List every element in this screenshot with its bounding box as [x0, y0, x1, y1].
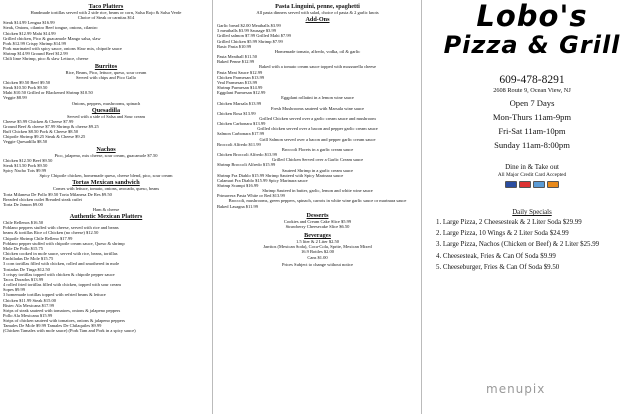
- credit-card-icons: [428, 181, 636, 188]
- mexican-menu-line: Chicken $9.50 Beef $9.50: [3, 79, 51, 85]
- pasta-menu-line: Shrimp Fra Diablo $15.99 Shrimp Sauteed with Spicy Marinara sauce: [217, 172, 344, 178]
- mexican-menu-line: Chicken $11.99 Steak $15.00: [3, 297, 56, 303]
- mexican-menu-section-heading: Authentic Mexican Platters: [69, 213, 143, 221]
- mastercard-icon: [519, 181, 531, 188]
- pasta-menu-line: Shrimp Sauteed in butter, garlic, lemon and white wine sauce: [262, 188, 373, 194]
- pasta-menu-line: Broccoli Alfredo $11.99: [217, 141, 261, 147]
- pasta-note: All pasta dinners served with salad, choice of pasta & 2 garlic knots: [256, 10, 379, 15]
- discover-card-icon: [547, 181, 559, 188]
- mexican-menu-line: Ground Beef & cheese $7.99 Shrimp & cheese $9.25: [3, 123, 99, 129]
- mexican-menu-line: Pico, jalapeno, mix cheese, sour cream, guacamole $7.50: [54, 152, 158, 158]
- dessert-item: Strawberry Cheesecake Slice $6.50: [285, 223, 350, 229]
- mexican-menu-line: Steak $10.50 Pork $9.50: [3, 85, 48, 91]
- pasta-menu-line: Chicken Rosa $13.99: [217, 110, 256, 116]
- pasta-menu-line: Calamari Fra Diablo $15.99 Spicy Marinara sauce: [217, 177, 308, 183]
- pasta-menu-line: Eggplant rollatini in a lemon wine sauce: [281, 95, 354, 101]
- pasta-menu-line: Homemade tomato, alfredo, vodka, oil & garlic: [274, 48, 361, 54]
- pasta-menu-line: Sauteed Shrimp in a garlic cream sauce: [282, 167, 353, 173]
- menu-column-pasta: [213, 0, 422, 414]
- mexican-menu-line: Steak, Onions, cilantro Beef tongue, onions, cilantro: [3, 25, 98, 31]
- mexican-menu-line: Breaded chicken cutlet Breaded steak cutlet: [3, 196, 82, 202]
- pasta-menu-lines: [217, 23, 418, 209]
- mexican-menu-line: Chicken cooked in mole sauce, served with rice, beans, tortillas: [3, 251, 118, 257]
- mexican-menu-line: Pork $12.99 Crispy Shrimp $14.99: [3, 40, 67, 46]
- mexican-menu-line: Torta De Jamon $9.00: [3, 201, 43, 207]
- open-days: Open 7 Days: [509, 98, 555, 108]
- pasta-menu-line: Baked Lasagna $11.99: [217, 203, 258, 209]
- mexican-menu-line: Mole De Pollo $15.75: [3, 245, 43, 251]
- mexican-menu-line: Buff Chicken $8.50 Pork & Cheese $8.50: [3, 129, 79, 135]
- mexican-menu-line: Rice, Beans, Pico, lettuce, queso, sour cream: [65, 69, 147, 75]
- pasta-menu-line: Fresh Mushrooms sauteed with Marsala wine sauce: [271, 105, 364, 111]
- pasta-menu-line: Chicken Parmesan $13.99: [217, 74, 265, 80]
- mexican-menu-line: 3 crispy tortillas topped with chicken & chipotle pepper sauce: [3, 271, 115, 277]
- hours-fri-sat: Fri-Sat 11am-10pm: [498, 126, 566, 136]
- menu-column-mexican: [0, 0, 213, 414]
- mexican-menu-line: Chile Rellenos $16.50: [3, 220, 44, 226]
- mexican-menu-line: Chipotle Shrimp $9.25 Steak & Cheese $9.25: [3, 134, 86, 140]
- mexican-menu-line: Steak $13.50 Pork $9.50: [3, 162, 48, 168]
- mexican-menu-line: Served with chips and Pico Gallo: [75, 74, 137, 80]
- add-ons-heading: Add-Ons: [305, 16, 330, 24]
- pasta-menu-line: Grilled Chicken $5.99 Shrimp $7.99: [217, 38, 283, 44]
- desserts-heading: Desserts: [306, 211, 329, 219]
- beverage-item: 16.9 Bottles $2.00: [300, 249, 334, 255]
- pasta-menu-line: Veal Parmesan $13.99: [217, 79, 258, 85]
- mexican-menu-line: Handmade tortillas served with 2 side rice, beans or corn, Salsa Rojo & Salsa Verde: [30, 10, 182, 15]
- price-disclaimer: Prices Subject to change without notice: [281, 261, 354, 267]
- mexican-menu-line: Chipotle Shrimp Chile Relleno $17.99: [3, 235, 73, 241]
- logo-subtitle: Pizza & Grill: [443, 31, 621, 59]
- mexican-menu-line: Enchiladas De Mole $15.75: [3, 256, 54, 262]
- pasta-menu-line: Shrimp Scampi $16.99: [217, 183, 259, 188]
- pasta-menu-line: Primavera Pasta White or Red $13.99: [217, 193, 285, 199]
- beverage-item: Jarritos (Mexican Soda), Coca-Cola, Sprite, Mexican Mixed: [263, 244, 372, 250]
- pasta-menu-line: Chicken Carbonara $13.99: [217, 121, 266, 127]
- mexican-menu-line: Chili lime Shrimp, pico & slaw Lettuce, cheese: [3, 56, 89, 62]
- special-item: 1. Large Pizza, 2 Cheesesteak & 2 Liter Soda $29.99: [436, 219, 582, 226]
- mexican-menu-line: Cheese $5.99 Chicken & Cheese $7.99: [3, 118, 74, 124]
- special-item: 4. Cheesesteak, Fries & Can Of Soda $9.99: [436, 252, 556, 260]
- special-item: 2. Large Pizza, 10 Wings & 2 Liter Soda $24.99: [436, 230, 569, 238]
- mexican-menu-line: Served with a side of Salsa and Sour cream: [67, 113, 145, 119]
- mexican-menu-line: Strips of chicken sauteed with tomatoes, onions & jalapeno peppers: [3, 318, 125, 324]
- dessert-item: Cookies and Cream Cake Slice $5.99: [283, 218, 352, 224]
- pasta-menu-line: Baked Penne $12.99: [217, 59, 255, 65]
- mexican-menu-line: Tamales De Mole $9.99 Tamales De Chilaquiles $9.99: [3, 323, 102, 329]
- daily-specials-heading: Daily Specials: [512, 209, 552, 216]
- mexican-menu-line: Pork marinated with spicy sauce, onions Slaw mix, chipotle sauce: [3, 46, 122, 52]
- mexican-menu-line: (Chicken Tamales with mole sauce) (Pork Tam and Pork in a spicy sauce): [3, 328, 136, 334]
- pasta-menu-line: 3 meatballs $3.99 Sausage $3.99: [217, 28, 276, 34]
- pasta-menu-line: Basic Pasta $10.99: [217, 43, 252, 49]
- pasta-menu-line: Grill Salmon served over a bacon and pepper garlic cream sauce: [259, 136, 376, 142]
- mexican-menu-line: Shrimp $14.99 Ground Beef $12.99: [3, 51, 68, 57]
- mexican-menu-line: Veggie Quesadilla $8.50: [3, 139, 48, 145]
- mexican-menu-line: Steak $14.99 Lengua $16.99: [3, 20, 55, 26]
- mexican-menu-line: Veggie $8.99: [3, 95, 27, 101]
- pasta-menu-line: Pasta Meatball $11.50: [217, 54, 257, 60]
- logo-title: Lobo's: [476, 0, 588, 33]
- mexican-menu-line: Torta Milanesa De Pollo $9.50 Torta Milanesa De Res $9.50: [3, 191, 112, 197]
- beverages-heading: Beverages: [304, 232, 331, 240]
- pasta-menu-line: Salmon Carbonara $17.99: [217, 131, 265, 137]
- mexican-menu-line: Chicken $12.50 Beef $9.50: [3, 157, 53, 163]
- pasta-menu-line: Grilled Chicken Served over a Garlic Cream sauce: [271, 157, 364, 163]
- mexican-menu-section-heading: Tortas Mexican sandwich: [72, 179, 140, 187]
- address: 2608 Route 9, Ocean View, NJ: [493, 87, 571, 94]
- mexican-menu-line: Sopes $9.99: [3, 287, 26, 293]
- pasta-menu-line: Eggplant Parmesan $12.99: [217, 90, 266, 96]
- mexican-menu-line: Poblano pepper stuffed with chipotle cream sauce, Queso & shrimp: [3, 240, 125, 246]
- hours-sunday: Sunday 11am-8:00pm: [494, 140, 570, 150]
- special-item: 3. Large Pizza, Nachos (Chicken or Beef) & 2 Liter $25.99: [436, 241, 600, 249]
- mexican-menu-line: beans & tortillas Rice of Chicken (no cheese) $12.50: [3, 230, 99, 236]
- mexican-menu-line: Spicy Chipotle chicken, homemade queso, cheese blend, pico, sour cream: [39, 173, 173, 179]
- mexican-menu-section-heading: Burritos: [94, 62, 118, 70]
- mexican-menu-line: Ham & cheese: [92, 207, 120, 212]
- pasta-menu-line: Grilled Chicken served over a garlic cream sauce and mushroom: [259, 115, 376, 121]
- mexican-menu-line: Bistec Ala Mexicana $17.99: [3, 302, 54, 308]
- beverage-item: 1.5 liter & 2 Liter $2.50: [295, 239, 340, 245]
- mexican-menu-line: Grilled chicken, Pico & guacamole Mango salsa, slaw: [3, 35, 101, 41]
- pasta-menu-line: Grilled salmon $7.99 Grilled Mahi $7.99: [217, 33, 291, 39]
- pasta-menu-line: Baked with a tomato cream sauce topped with mozzarella cheese: [258, 64, 377, 70]
- mexican-menu-line: Chicken $12.99 Mahi $14.99: [3, 30, 56, 36]
- mexican-menu-line: Pollo Ala Mexicana $15.99: [3, 312, 53, 318]
- mexican-menu-section-heading: Nachos: [96, 145, 116, 153]
- visa-card-icon: [505, 181, 517, 188]
- mexican-menu-line: 4 rolled fried tortillas filled with chicken, topped with sour cream: [3, 282, 121, 288]
- pasta-menu-line: Shrimp Parmesan $14.99: [217, 85, 263, 91]
- mexican-menu-section-heading: Quesadilla: [91, 106, 121, 114]
- mexican-menu-line: 3 homemade tortillas topped with refried beans & lettuce: [3, 292, 106, 298]
- pasta-menu-line: Broccoli, mushrooms, green peppers, spinach, carrots in white wine garlic sauce or marinara sauce: [228, 198, 407, 204]
- pasta-heading: Pasta Linguini, penne, spaghetti: [275, 3, 360, 10]
- special-item: 5. Cheeseburger, Fries & Can Of Soda $9.50: [436, 263, 560, 271]
- amex-card-icon: [533, 181, 545, 188]
- pasta-menu-line: Chicken Broccoli Alfredo $13.99: [217, 152, 277, 158]
- mexican-menu-line: 3 corn tortillas filled with chicken, rolled and smothered in mole: [3, 261, 120, 267]
- phone-number: 609-478-8291: [499, 74, 565, 86]
- hours-mon-thu: Mon-Thurs 11am-9pm: [492, 112, 572, 122]
- pasta-menu-line: Broccoli Florets in a garlic cream sauce: [281, 146, 354, 152]
- info-column: [422, 0, 640, 414]
- mexican-menu-line: Mahi $10.50 Grilled or Blackened Shrimp $10.50: [3, 90, 93, 96]
- taco-platters-heading: Taco Platters: [88, 3, 124, 10]
- mexican-menu-line: Poblano peppers stuffed with cheese, served with rice and beans: [3, 225, 119, 231]
- mexican-menu-line: Strips of steak sauteed with tomatoes, onions & jalapeno peppers: [3, 307, 121, 313]
- pasta-menu-line: Shrimp Broccoli Alfredo $15.99: [217, 162, 276, 168]
- mexican-menu-line: Onions, peppers, mushrooms, spinach: [71, 100, 141, 106]
- mexican-menu-line: Choice of Steak or carnitas $14: [77, 15, 135, 21]
- pasta-menu-line: Pasta Meat Sauce $12.99: [217, 69, 263, 75]
- mexican-menu-line: Tacos Dorados $13.99: [3, 276, 44, 282]
- mexican-menu-line: Spicy Nacho Tots $9.99: [3, 168, 47, 174]
- pasta-menu-line: Chicken Marsala $13.99: [217, 100, 262, 106]
- mexican-menu-lines: [3, 10, 209, 334]
- mexican-menu-line: Tostadas De Tinga $12.50: [3, 266, 50, 272]
- pasta-menu-line: Grilled chicken served over a bacon and pepper garlic cream sauce: [257, 126, 378, 132]
- credit-cards-note: All Major Credit Card Accepted: [497, 172, 567, 178]
- menupix-watermark: menupix: [486, 382, 546, 396]
- mexican-menu-line: Comes with lettuce, tomato, onions, avocado, queso, beans: [52, 186, 160, 192]
- pasta-menu-line: Garlic bread $2.00 Meatballs $3.99: [217, 23, 281, 29]
- dine-in-take-out: Dine in & Take out: [505, 163, 559, 171]
- beverage-item: Cans $1.00: [307, 254, 328, 260]
